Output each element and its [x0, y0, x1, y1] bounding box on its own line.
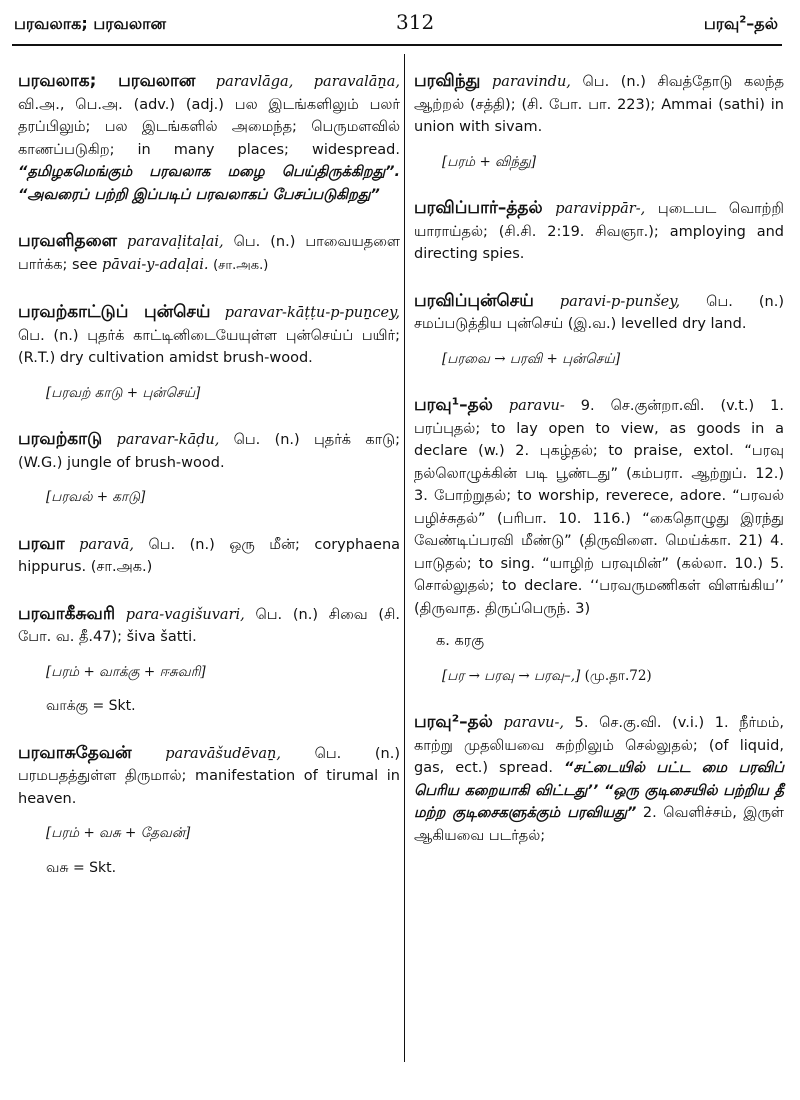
etymology: [பரம் + வசு + தேவன்]	[46, 825, 191, 841]
headword: பரவளிதளை	[18, 231, 117, 251]
source: (சா.அக.)	[213, 257, 269, 273]
definition: பெ. (n.) சிவத்தோடு கலந்த ஆற்றல் (சத்தி); (சி. போ. பா. 223); Ammai (sathi) in union with sivam.	[414, 74, 785, 135]
transliteration: paravar-kāṭṭu-p-puṉcey,	[224, 305, 400, 321]
header-rule	[12, 44, 782, 46]
entry-paravar-kadu	[18, 428, 400, 509]
header-right-guideword: பரவு$^2$–தல்	[703, 14, 778, 33]
headword: பரவற்காட்டுப் புன்செய்	[18, 302, 211, 322]
headword: பரவற்காடு	[18, 429, 103, 449]
etymology: [பரம் + விந்து]	[442, 153, 537, 170]
headword: பரவிந்து	[414, 71, 481, 91]
entry-paravippar	[414, 197, 784, 266]
entry-paravalitalai	[18, 230, 400, 277]
transliteration: paravāšudēvaṉ,	[165, 745, 281, 762]
right-column	[414, 70, 784, 871]
etymology: [பரம் + வாக்கு + ஈசுவரி]	[46, 663, 206, 680]
headword: பரவாகீசுவரி	[18, 603, 116, 624]
page-number: 312	[396, 10, 435, 34]
transliteration: paravindu,	[492, 74, 571, 90]
example: “சட்டையில் பட்ட மை பரவிப் பெரிய கறையாகி விட்டது’’ “ஒரு குடிசையில் பற்றிய தீ மற்ற குடிசைகளுக்கும் பரவியது”	[414, 760, 785, 821]
entry-paravasudevan	[18, 742, 400, 880]
column-divider	[404, 54, 405, 1062]
note: வசு = Skt.	[46, 859, 117, 876]
definition: பெ. (n.) ஒரு மீன்; coryphaena hippurus. (சா.அக.)	[18, 536, 401, 575]
entry-paravalaga	[18, 70, 400, 206]
entry-paravindu	[414, 70, 784, 173]
page-header	[14, 8, 778, 42]
left-column	[18, 70, 400, 903]
entry-paravu-1	[414, 394, 784, 687]
transliteration: paravā,	[79, 536, 135, 553]
definition: வி.அ., பெ.அ. (adv.) (adj.) பல இடங்களிலும் பலர் தரப்பிலும்; பல இடங்களில் அமைந்த; பெருமளவில் காணப்படுகிற; in many places; widespread.	[18, 96, 400, 158]
cross-reference: pāvai-y-adaḷai.	[102, 256, 209, 273]
entry-paravi-punsey	[414, 290, 784, 371]
etymology: [பர → பரவு → பரவு–,] (மு.தா.72)	[442, 667, 652, 684]
etymology: [பரவற் காடு + புன்செய்]	[46, 384, 201, 401]
definition: பெ. (n.) புதர்க் காட்டினிடையேயுள்ள புன்செய்ப் பயிர்; (R.T.) dry cultivation amidst brush-wood.	[18, 327, 400, 366]
headword: பரவாசுதேவன்	[18, 742, 132, 763]
etymology: [பரவை → பரவி + புன்செய்]	[442, 350, 621, 367]
transliteration: paravaḷitaḷai,	[126, 234, 224, 250]
header-left-guideword: பரவலாக; பரவலான	[14, 14, 166, 33]
transliteration: paravlāga, paravalāṉa,	[215, 74, 400, 90]
headword: பரவிப்பார்–த்தல்	[414, 198, 543, 218]
transliteration: paravippār-,	[555, 201, 646, 217]
headword: பரவா	[18, 533, 65, 554]
transliteration: paravu-	[508, 398, 565, 414]
definition: 9. செ.குன்றா.வி. (v.t.) 1. பரப்புதல்; to lay open to view, as goods in a declare (w.) 2. புகழ்தல்; to praise, extol. “பரவு நல்லொழுக்கின் படி பூண்டது” (கம்பரா. ஆற்றுப். 12.) 3. போற்றுதல்; to worship, reverece, adore. “பரவல் பழிச்சுதல்” (பரிபா. 10. 116.) “கைதொழுது இரந்து வேண்டிப்பரவி மீண்டு” (திருவிளை. மெய்க்கா. 21) 4. பாடுதல்; to sing. “யாழிற் பரவுமின்” (கல்லா. 10.) 5. சொல்லுதல்; to declare. ‘‘பரவருமணிகள் விளங்கிய’’ (திருவாத. திருப்பெருந். 3)	[414, 398, 784, 617]
entry-para-vagisuvari	[18, 603, 400, 718]
note: வாக்கு = Skt.	[46, 698, 136, 714]
definition: பெ. (n.) சமப்படுத்திய புன்செய் (இ.வ.) levelled dry land.	[414, 293, 784, 332]
example: “தமிழகமெங்கும் பரவலாக மழை பெய்திருக்கிறது”. “அவரைப் பற்றி இப்படிப் பரவலாகப் பேசப்படுகிறது”	[18, 164, 400, 203]
definition: புடைபட வொற்றி யாராய்தல்; (சி.சி. 2:19. சிவஞா.); amploying and directing spies.	[414, 201, 785, 262]
transliteration: paravar-kāḍu,	[116, 432, 220, 448]
entry-paravar-kattu-puncey	[18, 301, 400, 404]
definition: பெ. (n.) பரமபதத்துள்ள திருமால்; manifestation of tirumal in heaven.	[18, 745, 400, 807]
headword: பரவு¹–தல்	[414, 395, 493, 415]
etymology: [பரவல் + காடு]	[46, 489, 146, 505]
headword: பரவலாக; பரவலான	[18, 71, 196, 91]
transliteration: paravi-p-punšey,	[559, 293, 681, 310]
definition: பெ. (n.) புதர்க் காடு; (W.G.) jungle of brush-wood.	[18, 432, 401, 471]
cognate: க. கரகு	[436, 633, 485, 649]
headword: பரவு²–தல்	[414, 712, 493, 732]
entry-parava	[18, 533, 400, 579]
transliteration: paravu-,	[503, 715, 565, 731]
definition: பெ. (n.) சிவை (சி. போ. வ. தீ.47); šiva šatti.	[18, 606, 401, 645]
definition: 5. செ.கு.வி. (v.i.) 1. நீர்மம், காற்று முதலியவை சுற்றிலும் செல்லுதல்; (of liquid, gas, ect.) spread.	[414, 715, 785, 776]
definition-continued: 2. வெளிச்சம், இருள் ஆகியவை படர்தல்;	[414, 805, 784, 844]
headword: பரவிப்புன்செய்	[414, 290, 534, 311]
transliteration: para-vagišuvari,	[125, 606, 245, 623]
entry-paravu-2	[414, 711, 784, 847]
definition: பெ. (n.) பாவையதளை பார்க்க; see	[18, 234, 400, 273]
